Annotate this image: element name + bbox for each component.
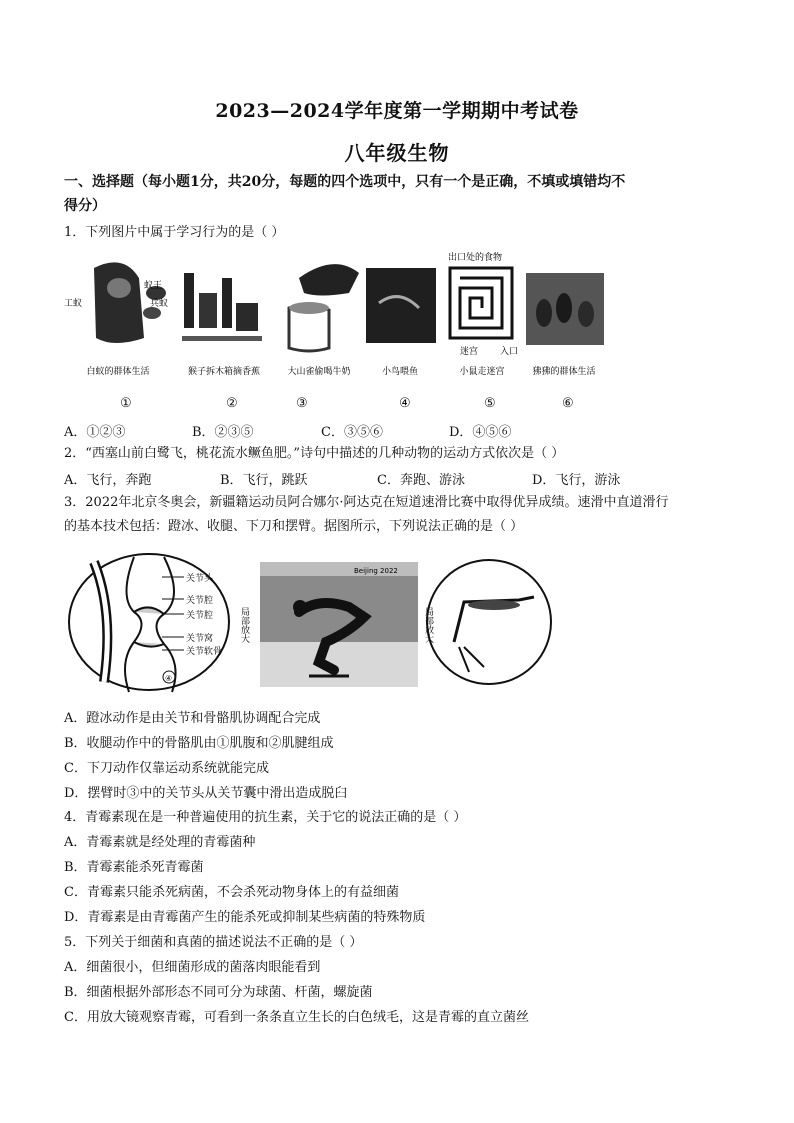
q4-stem: 4．青霉素现在是一种普遍使用的抗生素，关于它的说法正确的是（ ） (64, 810, 467, 825)
joint-circle-label: ④ (165, 674, 173, 683)
caption-1: 白蚁的群体生活 (86, 367, 150, 377)
joint-label-socket: 关节窝 (186, 634, 214, 644)
caption-2: 猴子拆木箱摘香蕉 (187, 367, 261, 377)
section-heading-cont: 得分） (64, 198, 106, 214)
q3-stem-line2: 的基本技术包括：蹬冰、收腿、下刀和摆臂。据图所示，下列说法正确的是（ ） (64, 519, 524, 534)
caption-4: 小鸟喂鱼 (381, 367, 419, 377)
figure-number-1: ① (120, 396, 132, 411)
q2-option-a: A．飞行，奔跑 (64, 473, 152, 488)
label-entry: 入口 (500, 347, 519, 357)
caption-5: 小鼠走迷宫 (459, 367, 505, 377)
figure-number-5: ⑤ (484, 396, 496, 411)
q5-option-b: B．细菌根据外部形态不同可分为球菌、杆菌，螺旋菌 (64, 985, 373, 1000)
zoom-left-label (239, 607, 250, 644)
q4-option-c: C．青霉素只能杀死病菌，不会杀死动物身体上的有益细菌 (64, 885, 399, 900)
label-soldier-ant: 兵蚁 (150, 299, 169, 309)
label-worker-ant: 工蚁 (64, 299, 83, 309)
svg-text:局部放大: 局部放大 (239, 607, 249, 643)
q3-option-b: B．收腿动作中的骨骼肌由①肌腹和②肌腱组成 (64, 736, 334, 751)
q1-option-c: C．③⑤⑥ (321, 425, 383, 440)
arm-muscle-diagram (427, 560, 551, 684)
q2-stem: 2．“西塞山前白鹭飞，桃花流水鳜鱼肥。”诗句中描述的几种动物的运动方式依次是（ ） (64, 446, 565, 461)
svg-text:局部放大: 局部放大 (423, 607, 433, 643)
figure-number-2: ② (226, 396, 238, 411)
q4-option-d: D．青霉素是由青霉菌产生的能杀死或抑制某些病菌的特殊物质 (64, 910, 426, 925)
q3-option-a: A．蹬冰动作是由关节和骨骼肌协调配合完成 (64, 711, 321, 726)
caption-3: 大山雀偷喝牛奶 (287, 367, 351, 377)
q5-stem: 5．下列关于细菌和真菌的描述说法不正确的是（ ） (64, 935, 363, 950)
label-maze-food: 出口处的食物 (448, 253, 503, 263)
q5-option-a: A．细菌很小，但细菌形成的菌落肉眼能看到 (64, 960, 321, 975)
q2-option-d: D．飞行，游泳 (532, 473, 621, 488)
q1-option-a: A．①②③ (64, 425, 126, 440)
q1-option-d: D．④⑤⑥ (449, 425, 512, 440)
exam-subtitle: 八年级生物 (344, 141, 450, 165)
q5-option-c: C．用放大镜观察青霉，可看到一条条直立生长的白色绒毛，这是青霉的直立菌丝 (64, 1010, 529, 1025)
figure-number-6: ⑥ (562, 396, 574, 411)
photo-banner: Beijing 2022 (354, 567, 398, 575)
label-queen-ant: 蚁王 (144, 281, 163, 291)
joint-label-cavity: 关节腔 (186, 611, 214, 621)
maze-image (450, 268, 512, 338)
label-maze: 迷宫 (460, 347, 479, 357)
figure-number-3: ③ (296, 396, 308, 411)
q2-option-c: C．奔跑、游泳 (377, 473, 465, 488)
joint-label-head: 关节头 (186, 574, 214, 584)
q1-option-b: B．②③⑤ (192, 425, 254, 440)
q1-behavior-figure (64, 248, 624, 388)
q3-option-d: D．摆臂时③中的关节头从关节囊中滑出造成脱臼 (64, 786, 348, 801)
joint-label-capsule: 关节腔 (186, 596, 214, 606)
q3-skating-figure (64, 552, 554, 697)
monkey-image (182, 273, 262, 341)
q4-option-b: B．青霉素能杀死青霉菌 (64, 860, 204, 875)
figure-number-4: ④ (399, 396, 411, 411)
bird-bottle-image (289, 264, 359, 351)
section-heading: 一、选择题（每小题1分，共20分，每题的四个选项中，只有一个是正确，不填或填错均不 (64, 174, 626, 190)
bird-fish-image (366, 268, 436, 343)
q3-stem-line1: 3．2022年北京冬奥会，新疆籍运动员阿合娜尔·阿达克在短道速滑比赛中取得优异成绩。速滑中直道滑行 (64, 495, 669, 510)
q4-option-a: A．青霉素就是经处理的青霉菌种 (64, 835, 256, 850)
caption-6: 狒狒的群体生活 (532, 367, 596, 377)
q1-stem: 1．下列图片中属于学习行为的是（ ） (64, 225, 285, 240)
joint-label-cartilage: 关节软骨 (186, 647, 223, 657)
q3-option-c: C．下刀动作仅靠运动系统就能完成 (64, 761, 269, 776)
exam-title: 2023—2024学年度第一学期期中考试卷 (215, 100, 579, 122)
q2-option-b: B．飞行，跳跃 (220, 473, 308, 488)
